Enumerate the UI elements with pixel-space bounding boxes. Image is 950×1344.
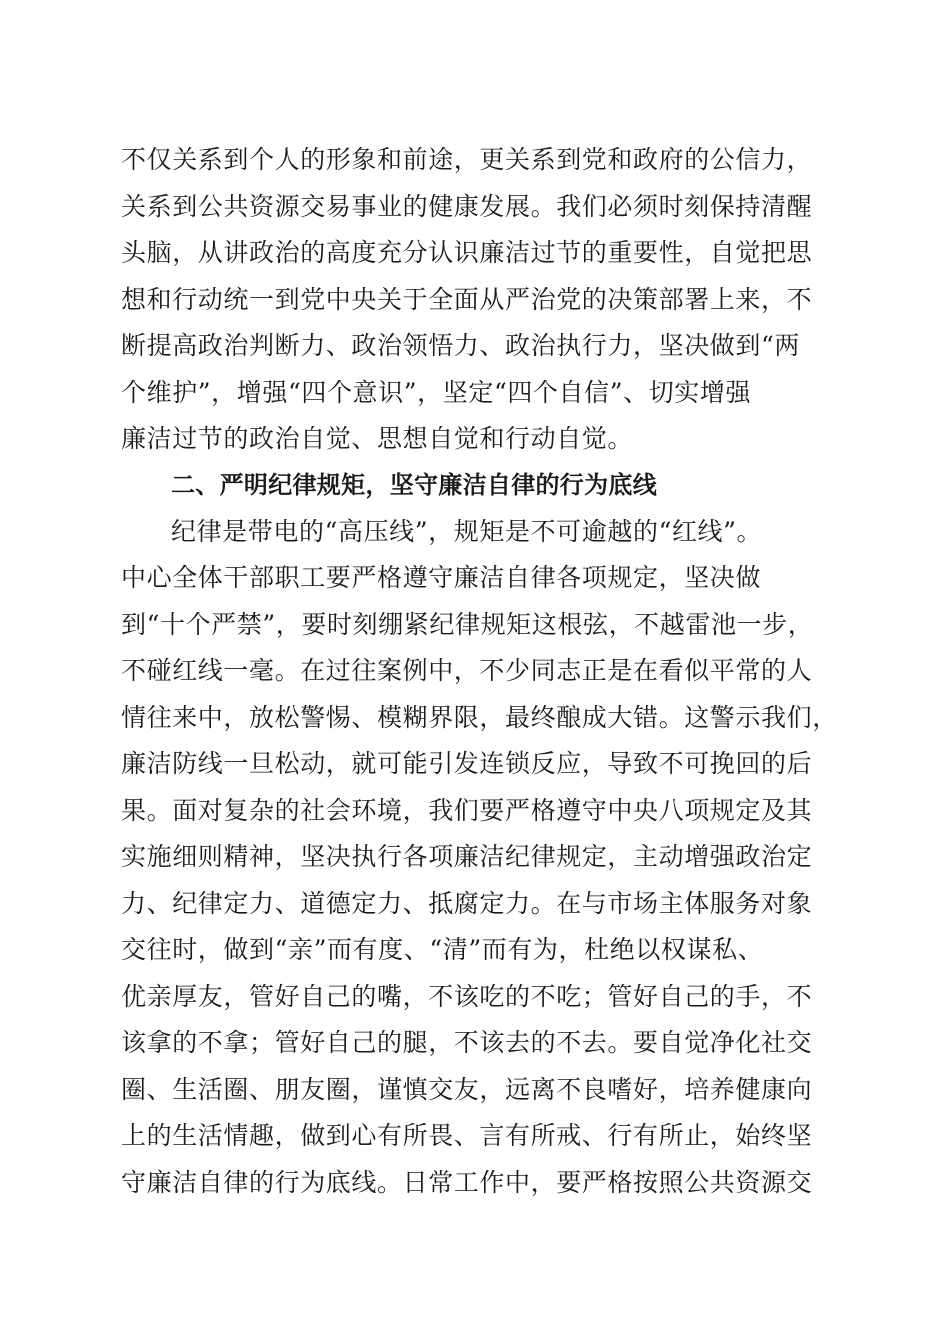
paragraph2-line-5: 情往来中，放松警惕、模糊界限，最终酿成大错。这警示我们， [121,703,838,732]
paragraph2-line-3: 到“十个严禁”，要时刻绷紧纪律规矩这根弦，不越雷池一步， [121,610,814,639]
paragraph2-line-1: 纪律是带电的“高压线”，规矩是不可逾越的“红线”。 [171,517,763,546]
paragraph1-line-6: 个维护”，增强“四个意识”，坚定“四个自信”、切实增强 [121,378,752,407]
paragraph1-line-5: 断提高政治判断力、政治领悟力、政治执行力，坚决做到“两 [121,331,800,360]
paragraph2-line-8: 实施细则精神，坚决执行各项廉洁纪律规定，主动增强政治定 [121,842,813,871]
paragraph1-line-4: 想和行动统一到党中央关于全面从严治党的决策部署上来，不 [121,285,813,314]
paragraph2-line-10: 交往时，做到“亲”而有度、“清”而有为，杜绝以权谋私、 [121,935,764,964]
paragraph1-line-2: 关系到公共资源交易事业的健康发展。我们必须时刻保持清醒 [121,192,813,221]
paragraph2-line-12: 该拿的不拿；管好自己的腿，不该去的不去。要自觉净化社交 [121,1028,813,1057]
paragraph2-line-2: 中心全体干部职工要严格遵守廉洁自律各项规定，坚决做 [121,563,762,592]
section-heading: 二、严明纪律规矩，坚守廉洁自律的行为底线 [171,471,657,499]
paragraph2-line-6: 廉洁防线一旦松动，就可能引发连锁反应，导致不可挽回的后 [121,749,813,778]
paragraph2-line-11: 优亲厚友，管好自己的嘴，不该吃的不吃；管好自己的手，不 [121,982,813,1011]
paragraph2-line-14: 上的生活情趣，做到心有所畏、言有所戒、行有所止，始终坚 [121,1121,813,1150]
paragraph2-line-13: 圈、生活圈、朋友圈，谨慎交友，远离不良嗜好，培养健康向 [121,1075,813,1104]
paragraph1-line-1: 不仅关系到个人的形象和前途，更关系到党和政府的公信力， [121,145,813,174]
paragraph2-line-15: 守廉洁自律的行为底线。日常工作中，要严格按照公共资源交 [121,1168,813,1197]
paragraph1-line-7: 廉洁过节的政治自觉、思想自觉和行动自觉。 [121,424,634,453]
paragraph1-line-3: 头脑，从讲政治的高度充分认识廉洁过节的重要性，自觉把思 [121,238,813,267]
paragraph2-line-9: 力、纪律定力、道德定力、抵腐定力。在与市场主体服务对象 [121,889,813,918]
paragraph2-line-4: 不碰红线一毫。在过往案例中，不少同志正是在看似平常的人 [121,656,813,685]
paragraph2-line-7: 果。面对复杂的社会环境，我们要严格遵守中央八项规定及其 [121,796,813,825]
